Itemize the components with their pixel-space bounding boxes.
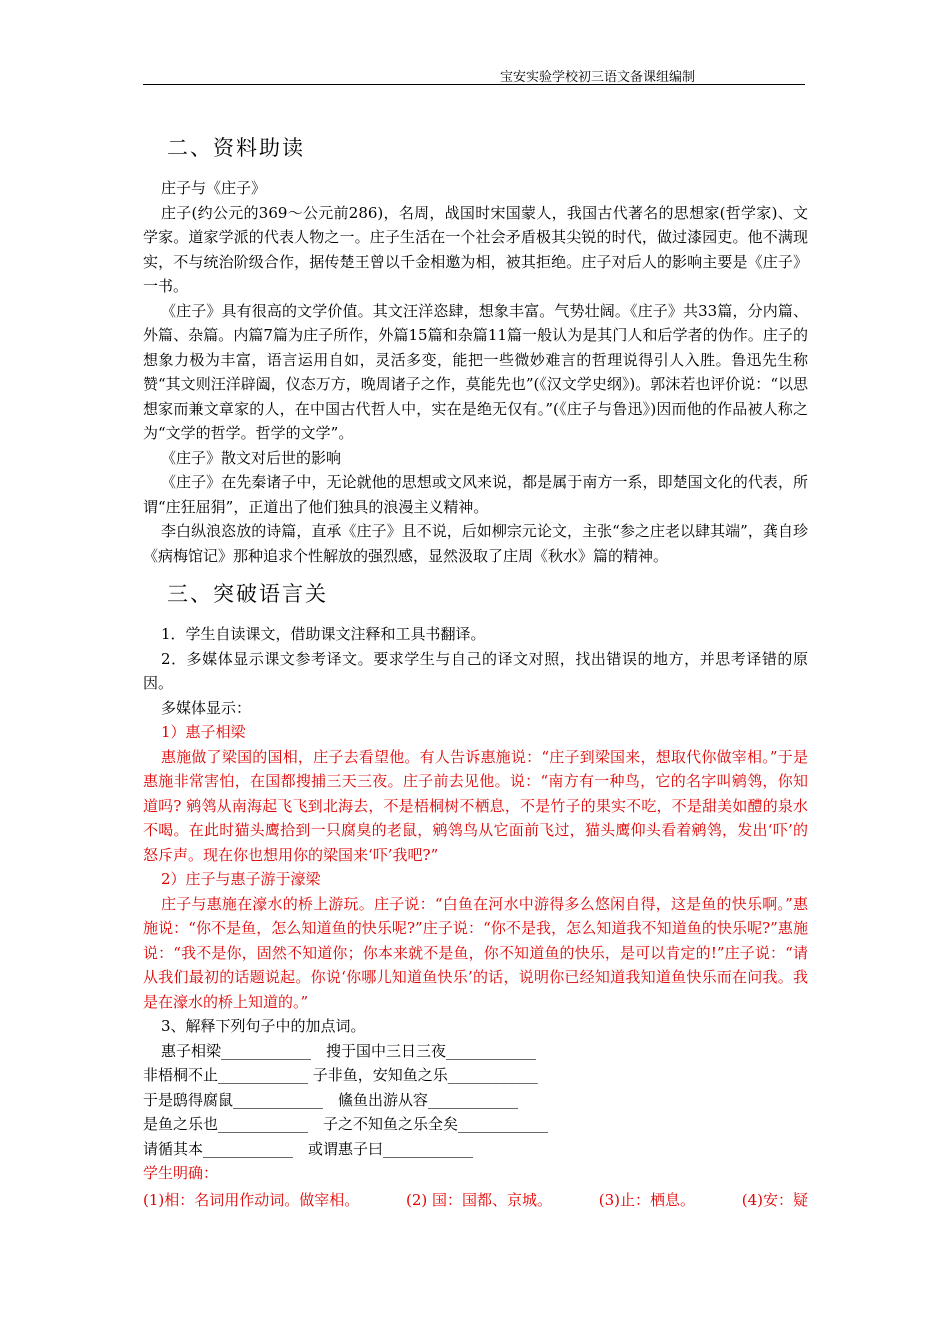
answer-item: (4)安：疑 (741, 1190, 808, 1209)
blank-row: 于是鸱得腐鼠____________ 鯈鱼出游从容____________ (143, 1090, 519, 1109)
answer-item: (3)止：栖息。 (598, 1190, 695, 1209)
paragraph-influence-1: 《庄子》在先秦诸子中，无论就他的思想或文风来说，都是属于南方一系，即楚国文化的代表，所谓“庄狂屈狷”，正道出了他们独具的浪漫主义精神。 (143, 473, 808, 516)
story-2-title: 2）庄子与惠子游于濠梁 (161, 870, 321, 888)
task-item-3: 3、解释下列句子中的加点词。 (161, 1017, 366, 1035)
answer-label: 学生明确： (143, 1164, 219, 1182)
header-text: 宝安实验学校初三语文备课组编制 (499, 70, 695, 85)
subheading-influence: 《庄子》散文对后世的影响 (161, 448, 342, 467)
blank-row: 请循其本____________ 或谓惠子曰____________ (143, 1139, 474, 1158)
section-heading-3: 三、突破语言关 (167, 582, 328, 606)
task-item-2: 2．多媒体显示课文参考译文。要求学生与自己的译文对照，找出错误的地方，并思考译错的原因。 (143, 649, 808, 692)
story-1-text: 惠施做了梁国的国相，庄子去看望他。有人告诉惠施说：“庄子到梁国来，想取代你做宰相。”于是惠施非常害怕，在国都搜捕三天三夜。庄子前去见他。说：“南方有一种鸟，它的名字叫鹓鸰，你知道吗? 鹓鸰从南海起飞飞到北海去，不是梧桐树不栖息，不是竹子的果实不吃，不是甜美如醴的泉水不喝。在此时猫头鹰拾到一只腐臭的老鼠，鹓鸰鸟从它面前飞过，猫头鹰仰头看着鹓鸰，发出‘吓’的怒斥声。现在你也想用你的梁国来‘吓’我吧?” (143, 747, 808, 864)
subheading-zhuangzi: 庄子与《庄子》 (161, 179, 267, 197)
media-label: 多媒体显示： (161, 698, 252, 717)
paragraph-influence-2: 李白纵浪恣放的诗篇，直承《庄子》且不说，后如柳宗元论文，主张“参之庄老以肆其端”，龚自珍《病梅馆记》那种追求个性解放的强烈感，显然汲取了庄周《秋水》篇的精神。 (143, 522, 808, 565)
answer-item: (1)相：名词用作动词。做宰相。 (143, 1190, 360, 1209)
blank-row: 惠子相梁____________ 搜于国中三日三夜____________ (161, 1041, 537, 1060)
paragraph-literary-value: 《庄子》具有很高的文学价值。其文汪洋恣肆，想象丰富。气势壮阔。《庄子》共33篇，分内篇、外篇、杂篇。内篇7篇为庄子所作，外篇15篇和杂篇11篇一般认为是其门人和后学者的伪作。庄子的想象力极为丰富，语言运用自如，灵活多变，能把一些微妙难言的哲理说得引人入胜。鲁迅先生称赞“其文则汪洋辟阖，仪态万方，晚周诸子之作，莫能先也”(《汉文学史纲》)。郭沫若也评价说：“以思想家而兼文章家的人，在中国古代哲人中，实在是绝无仅有。”(《庄子与鲁迅》)因而他的作品被人称之为“文学的哲学。哲学的文学”。 (143, 301, 808, 442)
story-2-text: 庄子与惠施在濠水的桥上游玩。庄子说：“白鱼在河水中游得多么悠闲自得，这是鱼的快乐啊。”惠施说：“你不是鱼，怎么知道鱼的快乐呢?”庄子说：“你不是我，怎么知道我不知道鱼的快乐呢?”惠施说：“我不是你，固然不知道你；你本来就不是鱼，你不知道鱼的快乐，是可以肯定的!”庄子说：“请从我们最初的话题说起。你说‘你哪儿知道鱼快乐’的话，说明你已经知道我知道鱼快乐而在问我。我是在濠水的桥上知道的。” (143, 894, 808, 1011)
blank-row: 非梧桐不止____________ 子非鱼，安知鱼之乐____________ (143, 1066, 538, 1084)
document-body (143, 128, 808, 1212)
story-1-title: 1）惠子相梁 (161, 723, 246, 741)
task-item-1: 1．学生自读课文，借助课文注释和工具书翻译。 (161, 625, 486, 643)
page-header (143, 64, 805, 85)
blank-row: 是鱼之乐也____________ 子之不知鱼之乐全矣____________ (143, 1115, 549, 1133)
section-heading-2: 二、资料助读 (167, 136, 305, 160)
answer-item: (2) 国：国都、京城。 (405, 1190, 553, 1209)
answer-row (143, 1188, 808, 1213)
paragraph-bio: 庄子(约公元的369～公元前286)，名周，战国时宋国蒙人，我国古代著名的思想家(哲学家)、文学家。道家学派的代表人物之一。庄子生活在一个社会矛盾极其尖锐的时代，做过漆园吏。他不满现实，不与统治阶级合作，据传楚王曾以千金相邀为相，被其拒绝。庄子对后人的影响主要是《庄子》一书。 (143, 203, 808, 295)
